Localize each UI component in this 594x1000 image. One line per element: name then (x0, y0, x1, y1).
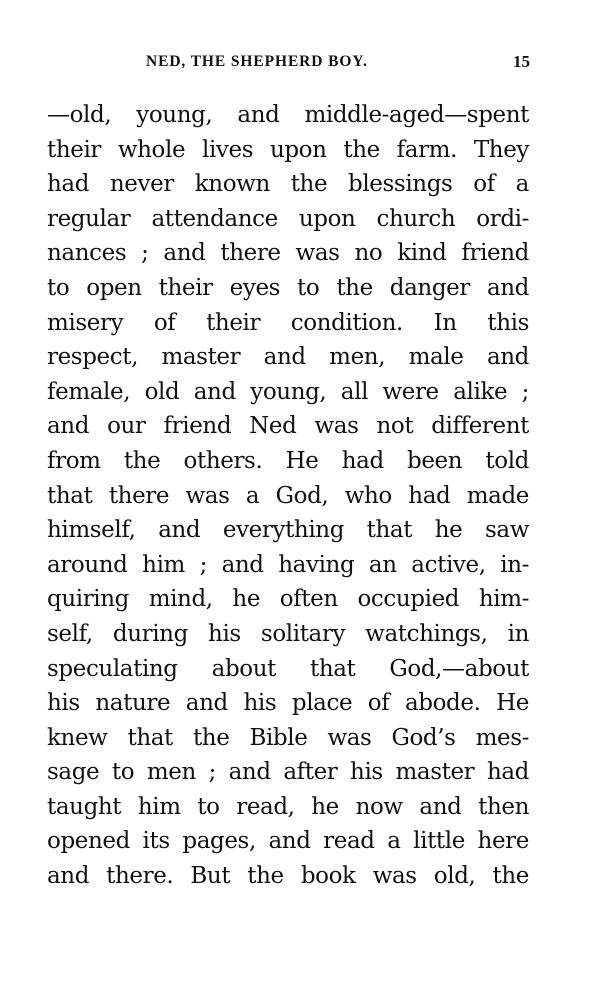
text-line: from the others. He had been told (47, 447, 529, 474)
text-line: his nature and his place of abode. He (47, 690, 529, 717)
body-text (47, 98, 529, 894)
text-line: —old, young, and middle-aged—spent (47, 102, 529, 128)
text-line: had never known the blessings of a (47, 171, 529, 198)
text-line: sage to men ; and after his master had (47, 759, 529, 786)
text-line: quiring mind, he often occupied him- (47, 586, 529, 613)
text-line: and there. But the book was old, the (47, 863, 529, 890)
text-line: himself, and everything that he saw (47, 517, 529, 544)
text-line: opened its pages, and read a little here (47, 828, 529, 855)
text-line: speculating about that God,—about (47, 655, 529, 682)
text-line: knew that the Bible was God’s mes- (47, 724, 529, 751)
text-line: self, during his solitary watchings, in (47, 620, 529, 647)
running-head: NED, THE SHEPHERD BOY. (146, 53, 368, 70)
text-line: respect, master and men, male and (47, 344, 529, 371)
text-line: female, old and young, all were alike ; (47, 378, 529, 405)
text-line: taught him to read, he now and then (47, 793, 529, 820)
text-line: and our friend Ned was not different (47, 413, 529, 440)
text-line: around him ; and having an active, in- (47, 551, 529, 578)
text-line: their whole lives upon the farm. They (47, 136, 529, 163)
text-line: regular attendance upon church ordi- (47, 205, 529, 232)
text-line: to open their eyes to the danger and (47, 274, 529, 301)
text-line: that there was a God, who had made (47, 482, 529, 509)
page-number: 15 (513, 52, 530, 71)
text-line: misery of their condition. In this (47, 309, 529, 336)
text-line: nances ; and there was no kind friend (47, 240, 529, 267)
